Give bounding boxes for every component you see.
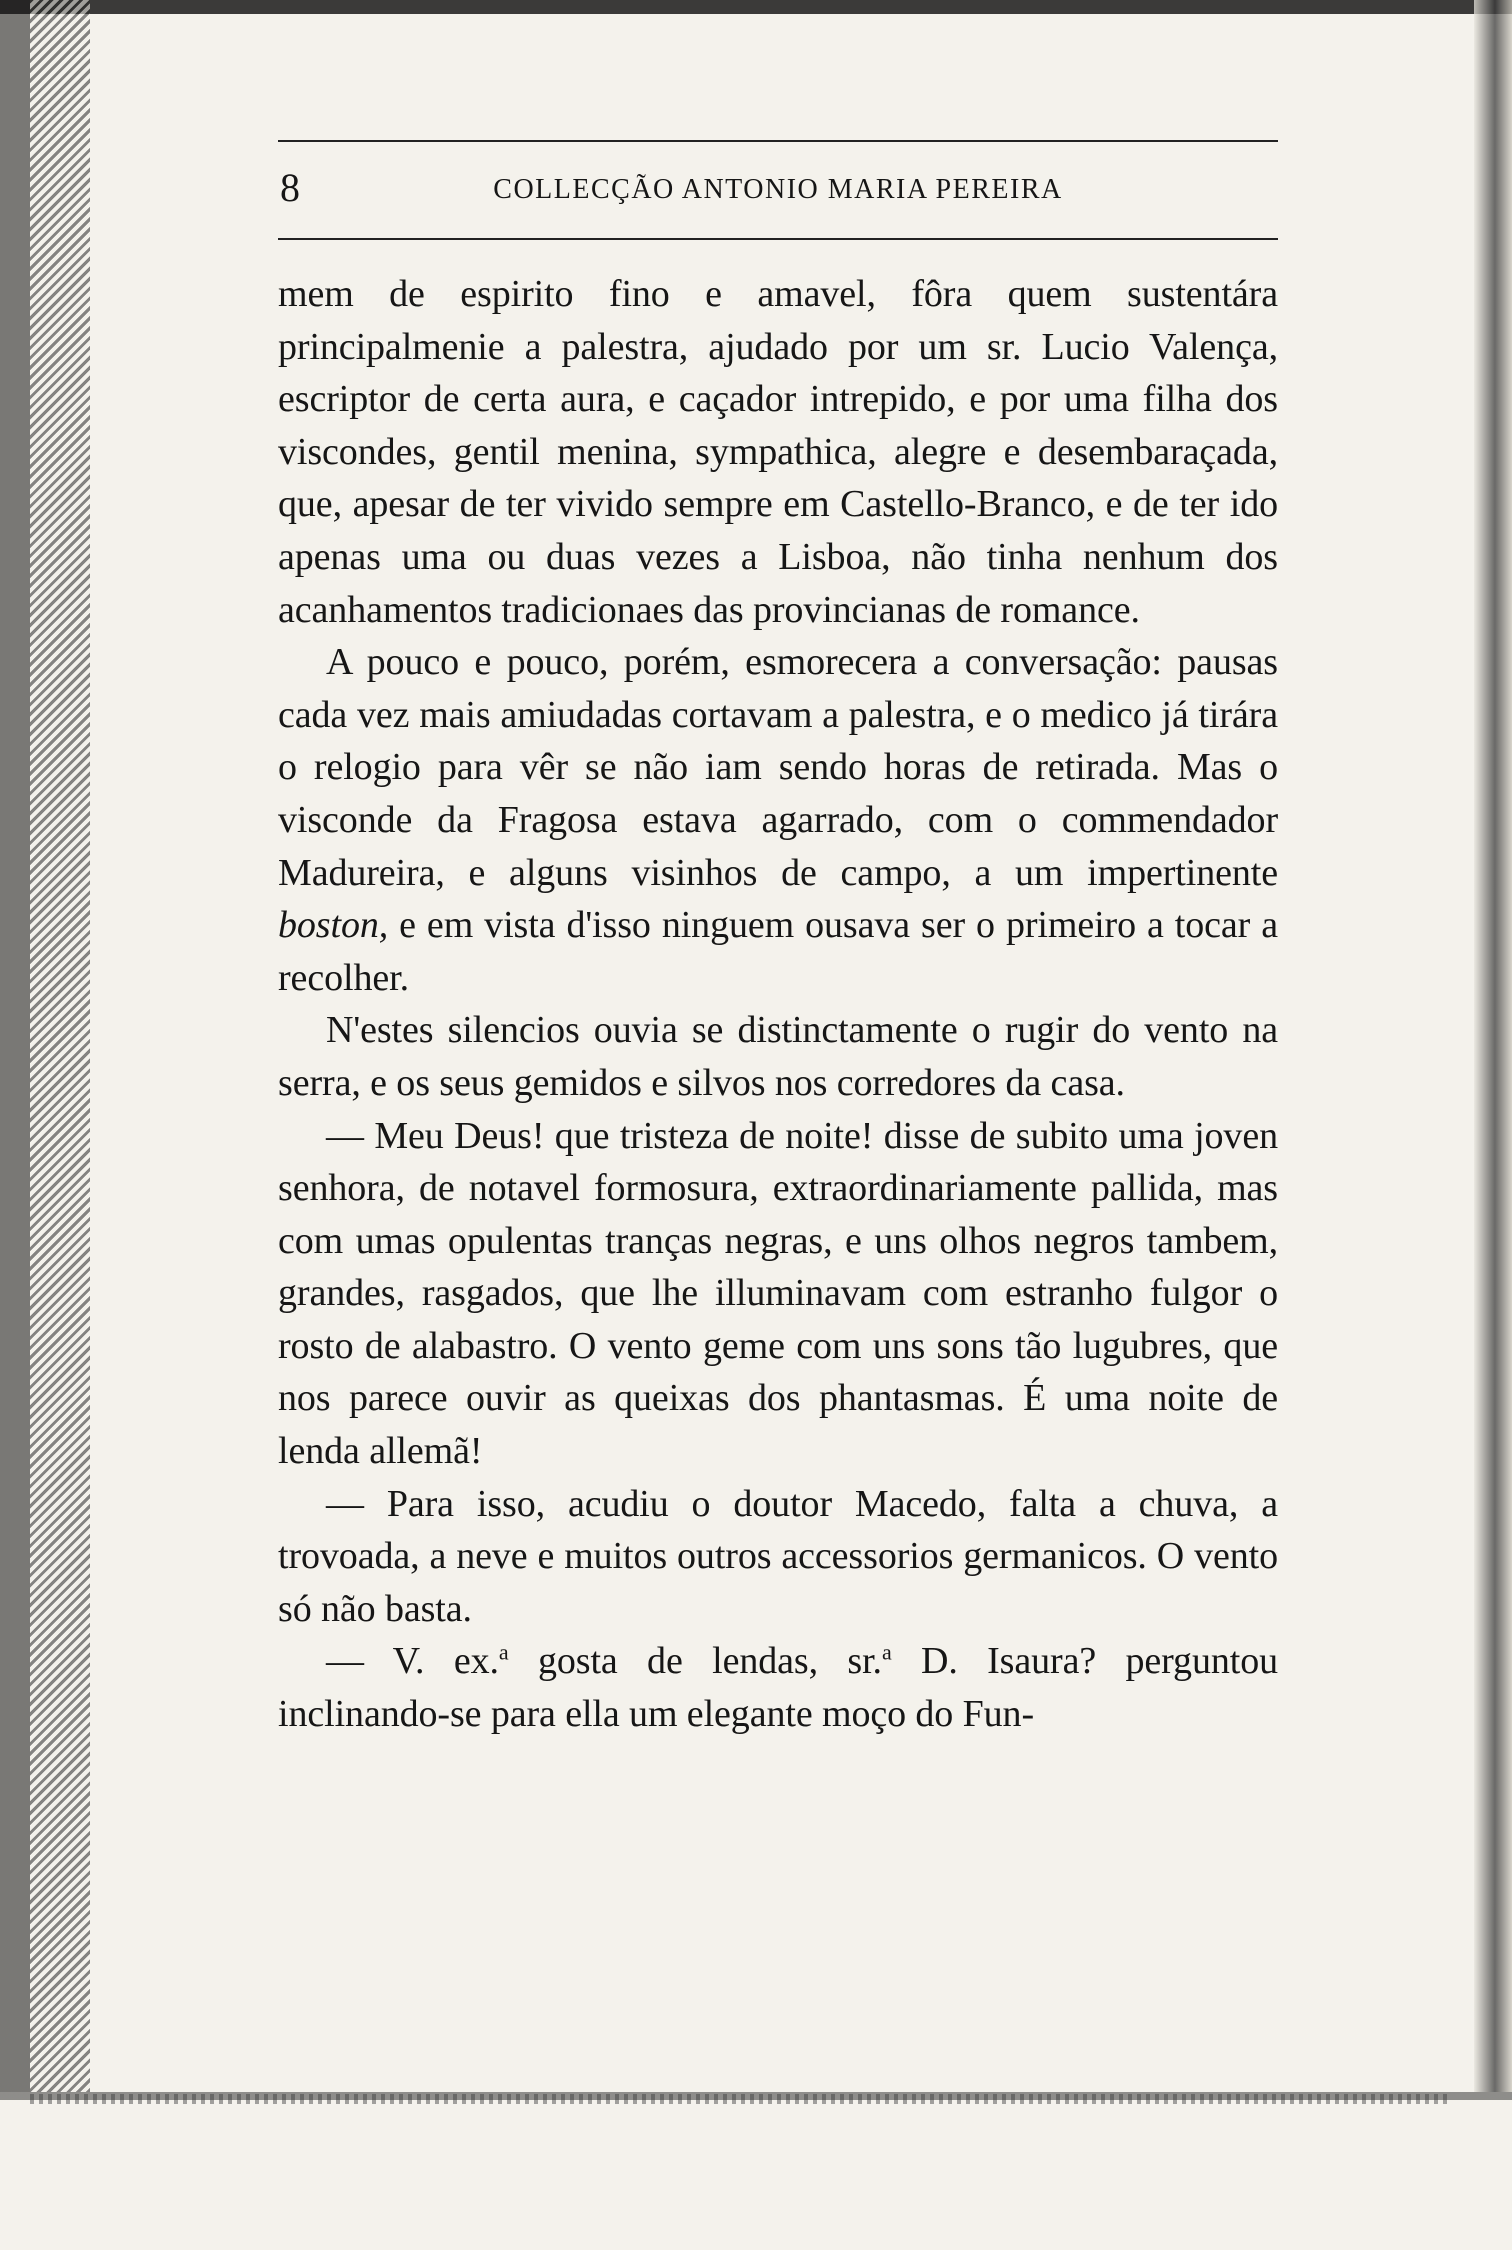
paragraph-dialog-question xyxy=(278,1635,1278,1740)
running-title: COLLECÇÃO ANTONIO MARIA PEREIRA xyxy=(493,174,1063,205)
page-number: 8 xyxy=(280,165,300,210)
paragraph-text: — V. ex. xyxy=(326,1640,499,1683)
italic-word-boston: boston, xyxy=(278,904,389,947)
paragraph-text: D. Isaura? perguntou inclinando-se para ella um elegante moço do Fun- xyxy=(278,1640,1278,1736)
scan-bottom-edge xyxy=(0,2092,1512,2250)
running-head xyxy=(278,140,1278,240)
paragraph-text: gosta de lendas, sr. xyxy=(508,1640,882,1683)
superscript-a: a xyxy=(498,1639,509,1665)
book-page xyxy=(278,140,1278,1741)
paragraph-text: A pouco e pouco, porém, esmorecera a conversação: pausas cada vez mais amiudadas cortavam a palestra, e o medico já tirára o relogio para vêr se não iam sendo horas de retirada. Mas o visconde da Fragosa estava agarrado, com o commendador Madureira, e alguns visinhos de campo, a um impertinente xyxy=(278,641,1278,894)
paragraph-wind-silences: N'estes silencios ouvia se distinctamente o rugir do vento na serra, e os seus gemidos e silvos nos corredores da casa. xyxy=(278,1009,1278,1104)
paragraph-conversation-fades xyxy=(278,636,1278,1004)
scan-bottom-strip xyxy=(30,2094,1450,2104)
superscript-a: a xyxy=(881,1639,892,1665)
scan-top-edge xyxy=(0,0,1512,14)
paragraph-text: e em vista d'isso ninguem ousava ser o primeiro a tocar a recolher. xyxy=(278,904,1278,999)
scan-right-edge xyxy=(1474,0,1512,2250)
scan-left-edge xyxy=(0,0,90,2250)
paragraph-continuation: mem de espirito fino e amavel, fôra quem sustentára principalmenie a palestra, ajudado por um sr. Lucio Valença, escriptor de certa aura, e caçador intrepido, e por uma filha dos viscondes, gentil menina, sympathica, alegre e desembaraçada, que, apesar de ter vivido sempre em Castello-Branco, e de ter ido apenas uma ou duas vezes a Lisboa, não tinha nenhum dos acanhamentos tradicionaes das provincianas de romance. xyxy=(278,273,1278,631)
body-text xyxy=(278,268,1278,1741)
paragraph-dialog-doctor: — Para isso, acudiu o doutor Macedo, falta a chuva, a trovoada, a neve e muitos outros accessorios germanicos. O vento só não basta. xyxy=(278,1482,1278,1630)
paragraph-dialog-lady: — Meu Deus! que tristeza de noite! disse de subito uma joven senhora, de notavel formosura, extraordinariamente pallida, mas com umas opulentas tranças negras, e uns olhos negros tambem, grandes, rasgados, que lhe illuminavam com estranho fulgor o rosto de alabastro. O vento geme com uns sons tão lugubres, que nos parece ouvir as queixas dos phantasmas. É uma noite de lenda allemã! xyxy=(278,1114,1278,1473)
